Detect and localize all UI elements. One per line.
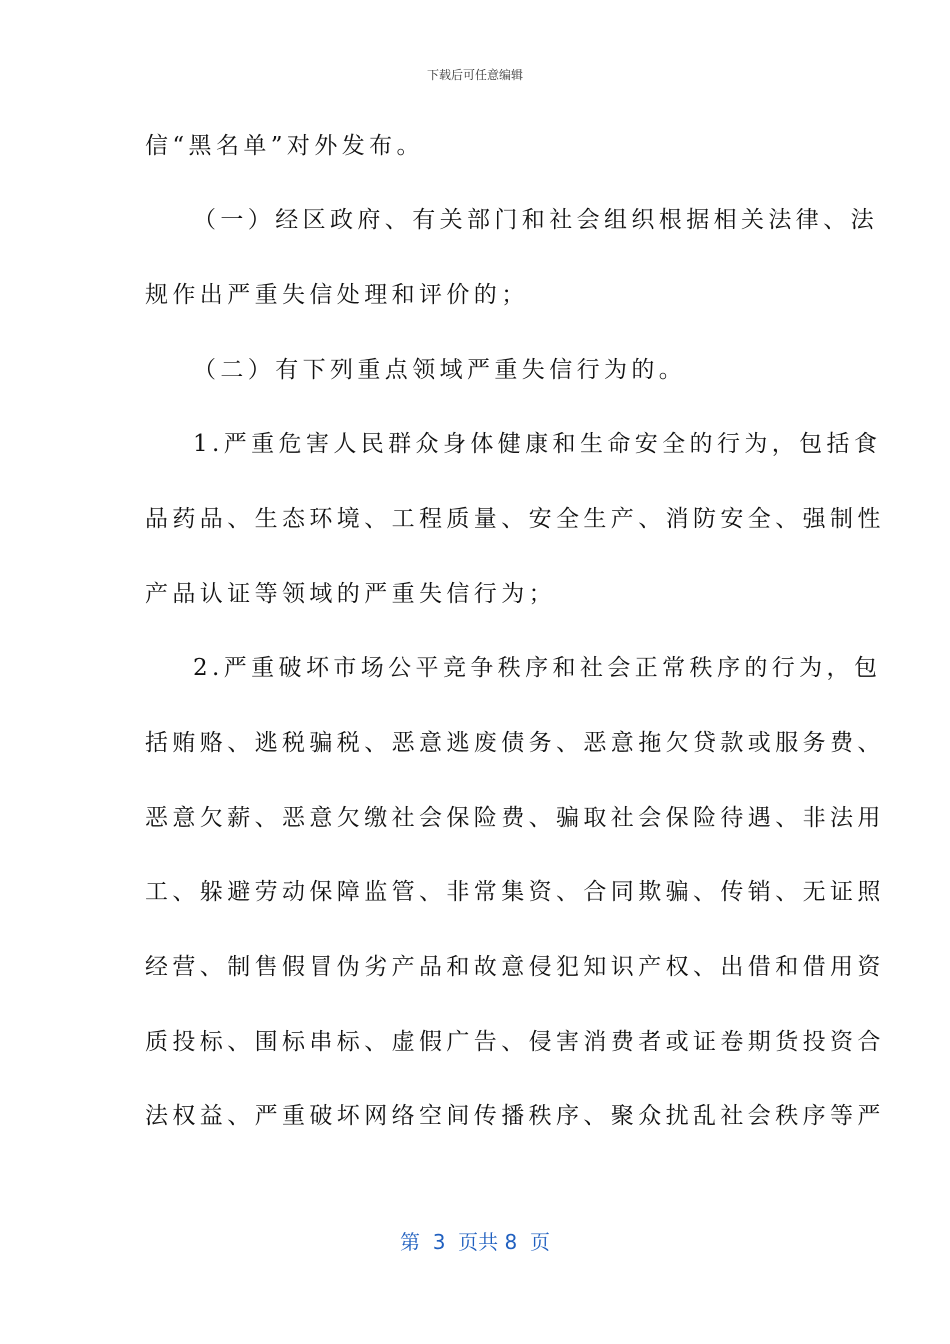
body-line-10: 恶意欠薪、恶意欠缴社会保险费、骗取社会保险待遇、非法用: [145, 805, 885, 831]
body-line-7: 产品认证等领域的严重失信行为；: [145, 581, 556, 607]
body-line-1: 信“黑名单”对外发布。: [145, 133, 424, 159]
page-header: 下载后可任意编辑: [426, 68, 523, 82]
body-line-8: 2.严重破坏市场公平竞争秩序和社会正常秩序的行为，包: [193, 655, 882, 681]
body-line-5: 1.严重危害人民群众身体健康和生命安全的行为，包括食: [193, 431, 882, 457]
body-line-6: 品药品、生态环境、工程质量、安全生产、消防安全、强制性: [145, 506, 885, 532]
body-line-2: （一）经区政府、有关部门和社会组织根据相关法律、法: [193, 207, 878, 233]
body-line-3: 规作出严重失信处理和评价的；: [145, 282, 529, 308]
page-number-footer: 第 3 页共 8 页: [400, 1230, 550, 1254]
body-line-12: 经营、制售假冒伪劣产品和故意侵犯知识产权、出借和借用资: [145, 954, 885, 980]
body-line-9: 括贿赂、逃税骗税、恶意逃废债务、恶意拖欠贷款或服务费、: [145, 730, 885, 756]
body-line-14: 法权益、严重破坏网络空间传播秩序、聚众扰乱社会秩序等严: [145, 1103, 885, 1129]
body-line-11: 工、躲避劳动保障监管、非常集资、合同欺骗、传销、无证照: [145, 879, 885, 905]
body-line-4: （二）有下列重点领域严重失信行为的。: [193, 357, 687, 383]
body-line-13: 质投标、围标串标、虚假广告、侵害消费者或证卷期货投资合: [145, 1029, 885, 1055]
